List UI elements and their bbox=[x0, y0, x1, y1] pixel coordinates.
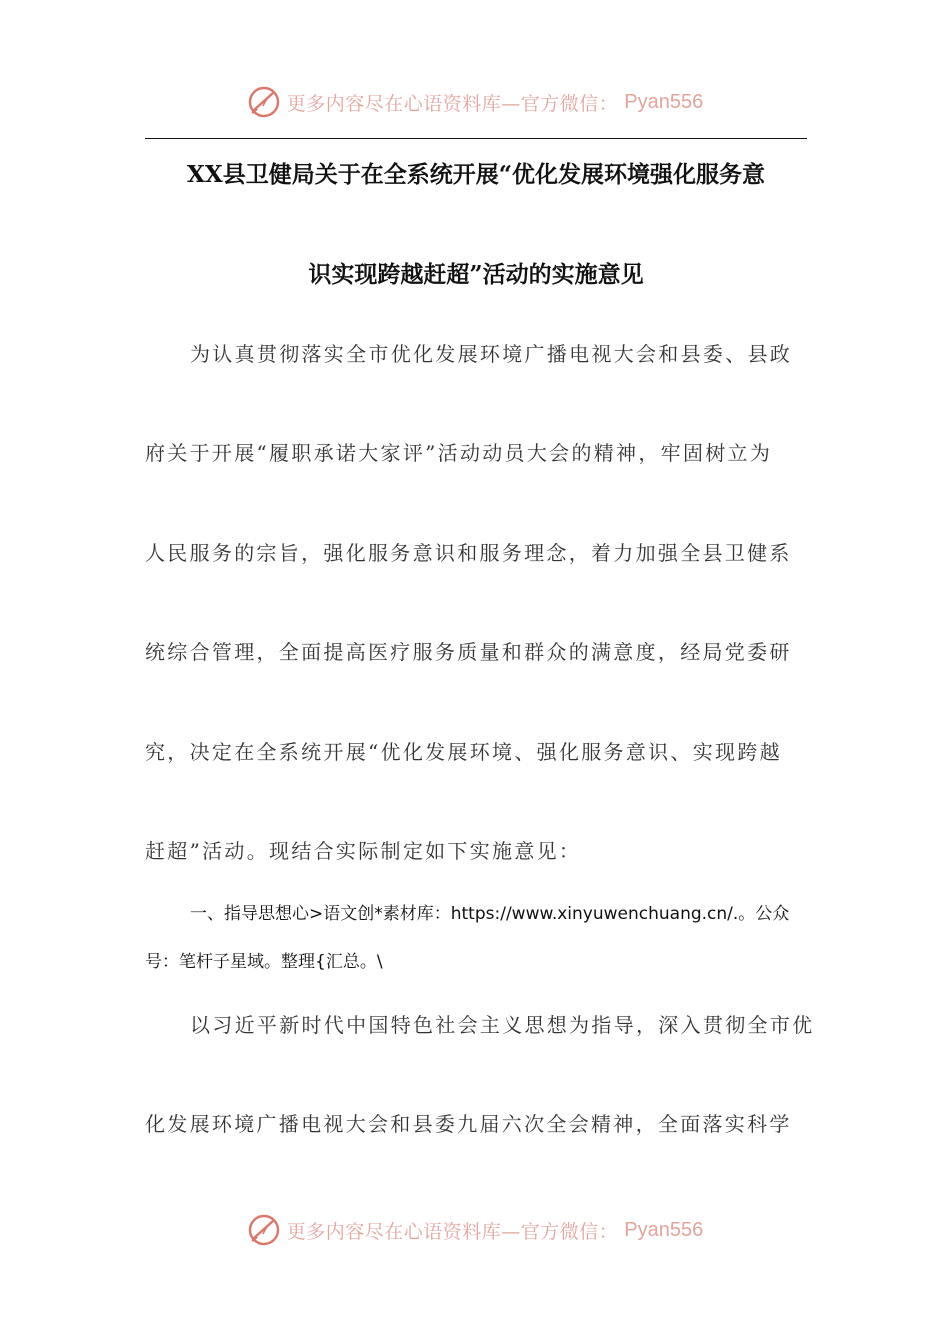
paragraph-line: 为认真贯彻落实全市优化发展环境广播电视大会和县委、县政 bbox=[190, 342, 793, 366]
footer-banner bbox=[0, 1208, 950, 1252]
banner-text: 更多内容尽在心语资料库—官方微信： bbox=[286, 1220, 619, 1243]
document-title-line-2: 识实现跨越赶超”活动的实施意见 bbox=[308, 261, 644, 288]
banner-wechat-id: Pyan556 bbox=[624, 90, 704, 113]
section-heading-line: 一、指导思想心>语文创*素材库：https://www.xinyuwenchuang.cn/.。公众 bbox=[190, 904, 790, 924]
header-banner bbox=[0, 80, 950, 124]
paragraph-line: 究，决定在全系统开展“优化发展环境、强化服务意识、实现跨越 bbox=[145, 740, 782, 764]
banner-wechat-id: Pyan556 bbox=[624, 1218, 704, 1241]
quill-logo-icon bbox=[247, 85, 281, 119]
quill-logo-icon bbox=[247, 1213, 281, 1247]
paragraph-line: 府关于开展“履职承诺大家评”活动动员大会的精神，牢固树立为 bbox=[145, 441, 773, 465]
banner-text: 更多内容尽在心语资料库—官方微信： bbox=[286, 92, 619, 115]
paragraph-line: 人民服务的宗旨，强化服务意识和服务理念，着力加强全县卫健系 bbox=[145, 541, 792, 565]
header-divider bbox=[145, 138, 807, 139]
section-heading-line: 号：笔杆子星域。整理{汇总。\ bbox=[145, 952, 383, 972]
document-title-line-1: XX县卫健局关于在全系统开展“优化发展环境强化服务意 bbox=[187, 161, 765, 188]
paragraph-line: 以习近平新时代中国特色社会主义思想为指导，深入贯彻全市优 bbox=[190, 1013, 815, 1037]
paragraph-line: 化发展环境广播电视大会和县委九届六次全会精神，全面落实科学 bbox=[145, 1112, 792, 1136]
paragraph-line: 赶超”活动。现结合实际制定如下实施意见： bbox=[145, 839, 582, 863]
paragraph-line: 统综合管理，全面提高医疗服务质量和群众的满意度，经局党委研 bbox=[145, 640, 792, 664]
